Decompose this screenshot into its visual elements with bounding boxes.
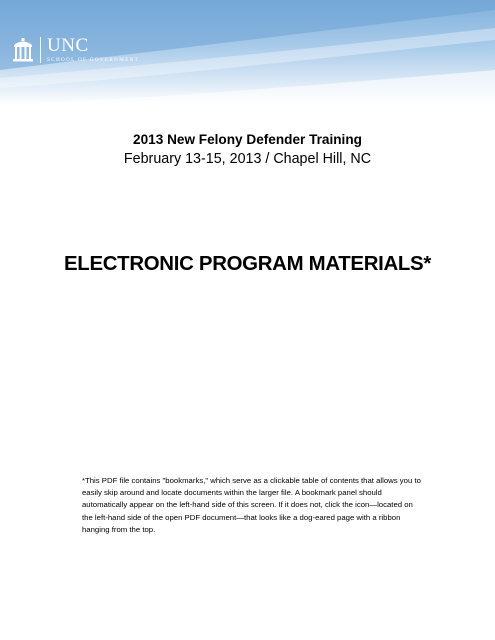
logo-wordmark: UNC: [47, 35, 89, 56]
old-well-icon: [12, 37, 34, 63]
logo-text: [47, 37, 139, 63]
unc-logo: [12, 34, 139, 66]
bookmark-footnote: *This PDF file contains "bookmarks," which serve as a clickable table of contents that allows you to easily skip around and locate documents within the larger file. A bookmark panel should automatically appear on the left-hand side of this screen. If it does not, click the icon—located on the left-hand side of the open PDF document—that looks like a dog-eared page with a ribbon hanging from the top.: [82, 476, 421, 534]
page-title: ELECTRONIC PROGRAM MATERIALS*: [63, 253, 431, 275]
event-dates-location: February 13-15, 2013 / Chapel Hill, NC: [123, 151, 372, 167]
logo-subtitle: SCHOOL OF GOVERNMENT: [47, 57, 140, 63]
logo-divider: [40, 37, 41, 63]
event-title: 2013 New Felony Defender Training: [133, 132, 362, 147]
header-banner: [0, 0, 495, 105]
